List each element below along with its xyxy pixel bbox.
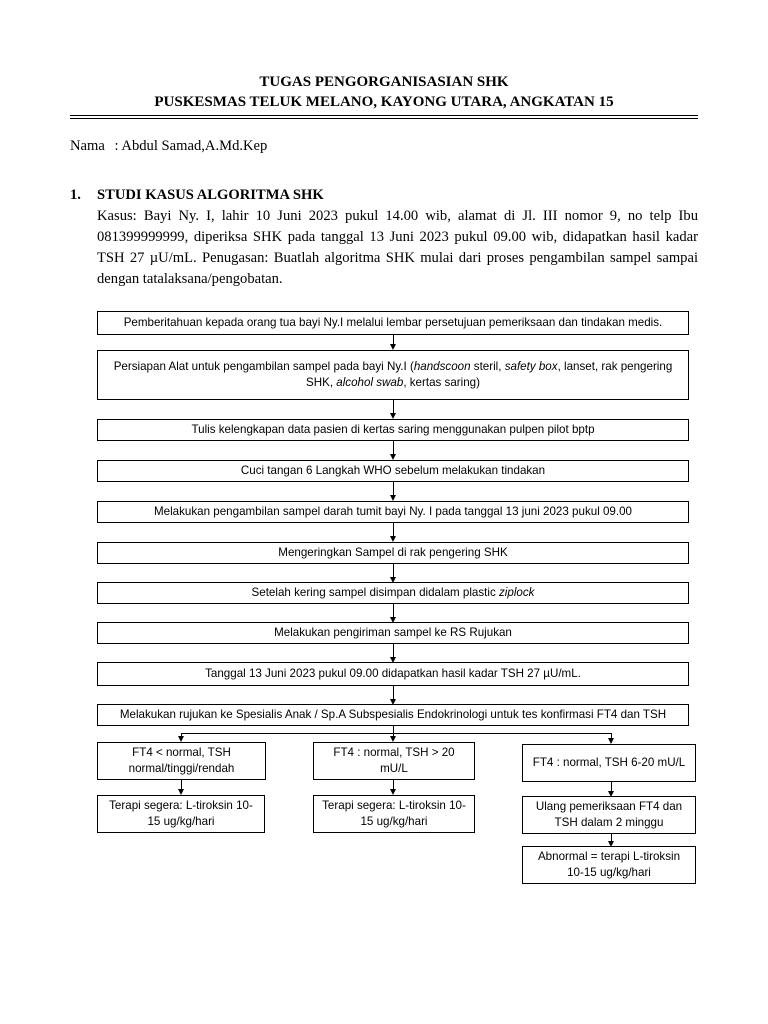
branch-box-left: FT4 < normal, TSH normal/tinggi/rendah bbox=[97, 742, 266, 780]
flow-step-send-sample: Melakukan pengiriman sampel ke RS Rujukan bbox=[97, 622, 689, 644]
connector-3 bbox=[393, 441, 394, 455]
section-heading: STUDI KASUS ALGORITMA SHK bbox=[97, 187, 324, 203]
name-row bbox=[70, 138, 267, 155]
header-rule-bottom bbox=[70, 118, 698, 119]
step2-text: , kertas saring) bbox=[403, 376, 480, 389]
connector-7 bbox=[393, 604, 394, 618]
flow-step-dry-sample: Mengeringkan Sampel di rak pengering SHK bbox=[97, 542, 689, 564]
flow-step-store-sample bbox=[97, 582, 689, 604]
document-title: TUGAS PENGORGANISASIAN SHK bbox=[259, 74, 509, 90]
flow-step-referral: Melakukan rujukan ke Spesialis Anak / Sp.A Subspesialis Endokrinologi untuk tes konfirmasi FT4 dan TSH bbox=[97, 704, 689, 726]
case-paragraph: Kasus: Bayi Ny. I, lahir 10 Juni 2023 pukul 14.00 wib, alamat di Jl. III nomor 9, no telp Ibu 081399999999, diperiksa SHK pada tanggal 13 Juni 2023 pukul 09.00 wib, didapatkan hasil kadar TSH 27 µU/mL. Penugasan: Buatlah algoritma SHK mulai dari proses pengambilan sampel sampai dengan tatalaksana/pengobatan. bbox=[97, 208, 698, 287]
step2-italic-alcohol-swab: alcohol swab bbox=[336, 376, 404, 389]
step7-text: Setelah kering sampel disimpan didalam plastic bbox=[251, 586, 499, 599]
result-box-right: Ulang pemeriksaan FT4 dan TSH dalam 2 minggu bbox=[522, 796, 696, 834]
flow-step-take-sample: Melakukan pengambilan sampel darah tumit bayi Ny. I pada tanggal 13 juni 2023 pukul 09.00 bbox=[97, 501, 689, 523]
branch-box-right: FT4 : normal, TSH 6-20 mU/L bbox=[522, 744, 696, 782]
connector-5 bbox=[393, 523, 394, 537]
connector-8 bbox=[393, 644, 394, 658]
flow-step-prepare-tools bbox=[97, 350, 689, 400]
step2-text: Persiapan Alat untuk pengambilan sampel pada bayi Ny.I ( bbox=[113, 360, 414, 373]
connector-4 bbox=[393, 482, 394, 496]
flow-step-write-data: Tulis kelengkapan data pasien di kertas saring menggunakan pulpen pilot bptp bbox=[97, 419, 689, 441]
connector-2 bbox=[393, 400, 394, 414]
flow-step-tsh-result: Tanggal 13 Juni 2023 pukul 09.00 didapatkan hasil kadar TSH 27 µU/mL. bbox=[97, 662, 689, 686]
name-label: Nama bbox=[70, 138, 105, 154]
step2-text: , lanset, rak pengering SHK, bbox=[306, 360, 673, 389]
step2-italic-safety-box: safety box bbox=[504, 360, 558, 373]
flow-step-wash-hands: Cuci tangan 6 Langkah WHO sebelum melakukan tindakan bbox=[97, 460, 689, 482]
flow-step-consent: Pemberitahuan kepada orang tua bayi Ny.I melalui lembar persetujuan pemeriksaan dan tindakan medis. bbox=[97, 311, 689, 335]
result-box-mid: Terapi segera: L-tiroksin 10-15 ug/kg/hari bbox=[313, 795, 475, 833]
step2-italic-handscoon: handscoon bbox=[413, 360, 471, 373]
step7-italic-ziplock: ziplock bbox=[499, 586, 535, 599]
header-rule-top bbox=[70, 115, 698, 116]
final-box-right: Abnormal = terapi L-tiroksin 10-15 ug/kg/hari bbox=[522, 846, 696, 884]
result-box-left: Terapi segera: L-tiroksin 10-15 ug/kg/hari bbox=[97, 795, 265, 833]
section-number: 1. bbox=[70, 187, 81, 203]
branch-bar bbox=[181, 733, 612, 734]
branch-box-mid: FT4 : normal, TSH > 20 mU/L bbox=[313, 742, 475, 780]
connector-9 bbox=[393, 686, 394, 700]
document-subtitle: PUSKESMAS TELUK MELANO, KAYONG UTARA, ANGKATAN 15 bbox=[154, 94, 614, 110]
step2-text: steril, bbox=[470, 360, 505, 373]
connector-6 bbox=[393, 564, 394, 578]
name-value: : Abdul Samad,A.Md.Kep bbox=[114, 138, 268, 154]
